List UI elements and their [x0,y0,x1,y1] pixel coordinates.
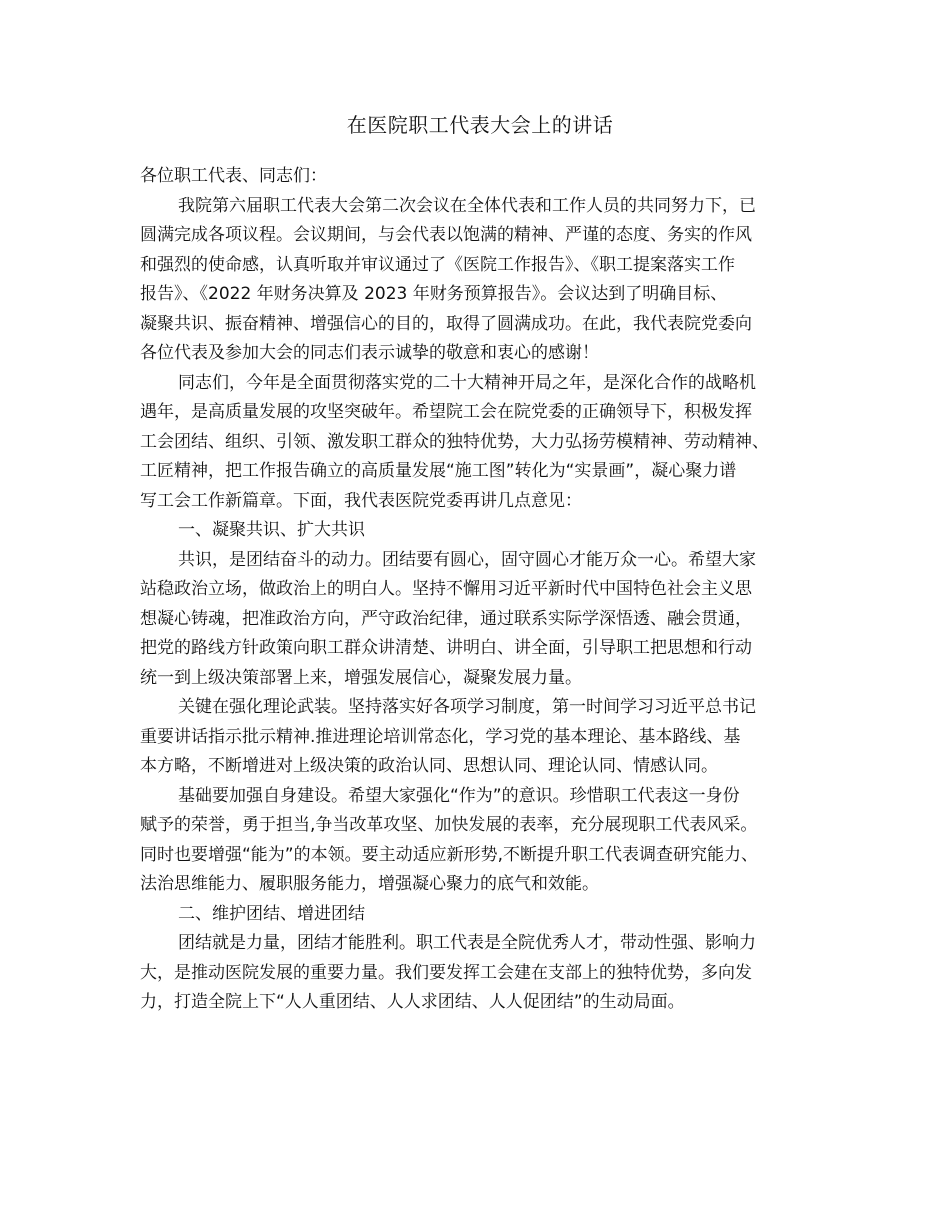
text-line: 同时也要增强“能为”的本领。要主动适应新形势,不断提升职工代表调查研究能力、 [140,844,759,865]
text-line: 圆满完成各项议程。会议期间，与会代表以饱满的精神、严谨的态度、务实的作风 [140,225,752,245]
text-line: 同志们，今年是全面贯彻落实党的二十大精神开局之年，是深化合作的战略机 [178,372,756,393]
text-line: 把党的路线方针政策向职工群众讲清楚、讲明白、讲全面，引导职工把思想和行动 [140,638,752,658]
text-line: 写工会工作新篇章。下面，我代表医院党委再讲几点意见： [140,490,582,511]
text-line: 法治思维能力、履职服务能力，增强凝心聚力的底气和效能。 [140,874,599,894]
text-line: 各位职工代表、同志们： [140,166,327,186]
document-page [140,110,820,1018]
text-line: 我院第六届职工代表大会第二次会议在全体代表和工作人员的共同努力下，已 [178,195,756,216]
text-line: 统一到上级决策部署上来，增强发展信心，凝聚发展力量。 [140,667,582,688]
text-line: 重要讲话指示批示精神.推进理论培训常态化，学习党的基本理论、基本路线、基 [140,726,741,747]
text-line: 本方略，不断增进对上级决策的政治认同、思想认同、理论认同、情感认同。 [140,756,718,776]
text-line: 基础要加强自身建设。希望大家强化“作为”的意识。珍惜职工代表这一身份 [178,785,740,806]
text-line: 工会团结、组织、引领、激发职工群众的独特优势，大力弘扬劳模精神、劳动精神、 [140,431,769,452]
text-line: 和强烈的使命感，认真听取并审议通过了《医院工作报告》、《职工提案落实工作 [140,254,735,275]
text-line: 二、维护团结、增进团结 [178,903,365,924]
text-line: 凝聚共识、振奋精神、增强信心的目的，取得了圆满成功。在此，我代表院党委向 [140,313,752,334]
text-line: 报告》、《2022 年财务决算及 2023 年财务预算报告》。会议达到了明确目标、 [140,284,728,304]
text-line: 关键在强化理论武装。坚持落实好各项学习制度，第一时间学习习近平总书记 [178,697,756,717]
text-line: 一、凝聚共识、扩大共识 [178,520,365,540]
document-body [140,162,820,1018]
text-line: 赋予的荣誉，勇于担当,争当改革攻坚、加快发展的表率，充分展现职工代表风采。 [140,815,758,835]
text-line: 团结就是力量，团结才能胜利。职工代表是全院优秀人才，带动性强、影响力 [178,933,756,953]
document-title: 在医院职工代表大会上的讲话 [346,113,614,137]
text-line: 大，是推动医院发展的重要力量。我们要发挥工会建在支部上的独特优势，多向发 [140,962,752,983]
text-line: 想凝心铸魂，把准政治方向，严守政治纪律，通过联系实际学深悟透、融会贯通， [140,608,752,629]
text-line: 共识，是团结奋斗的动力。团结要有圆心，固守圆心才能万众一心。希望大家 [178,549,756,570]
text-line: 遇年，是高质量发展的攻坚突破年。希望院工会在院党委的正确领导下，积极发挥 [140,402,752,422]
text-line: 工匠精神，把工作报告确立的高质量发展“施工图”转化为“实景画”，凝心聚力谱 [140,461,737,481]
text-line: 各位代表及参加大会的同志们表示诚挚的敬意和衷心的感谢！ [140,343,599,363]
text-line: 力，打造全院上下“人人重团结、人人求团结、人人促团结”的生动局面。 [140,992,685,1012]
text-line: 站稳政治立场，做政治上的明白人。坚持不懈用习近平新时代中国特色社会主义思 [140,579,752,599]
